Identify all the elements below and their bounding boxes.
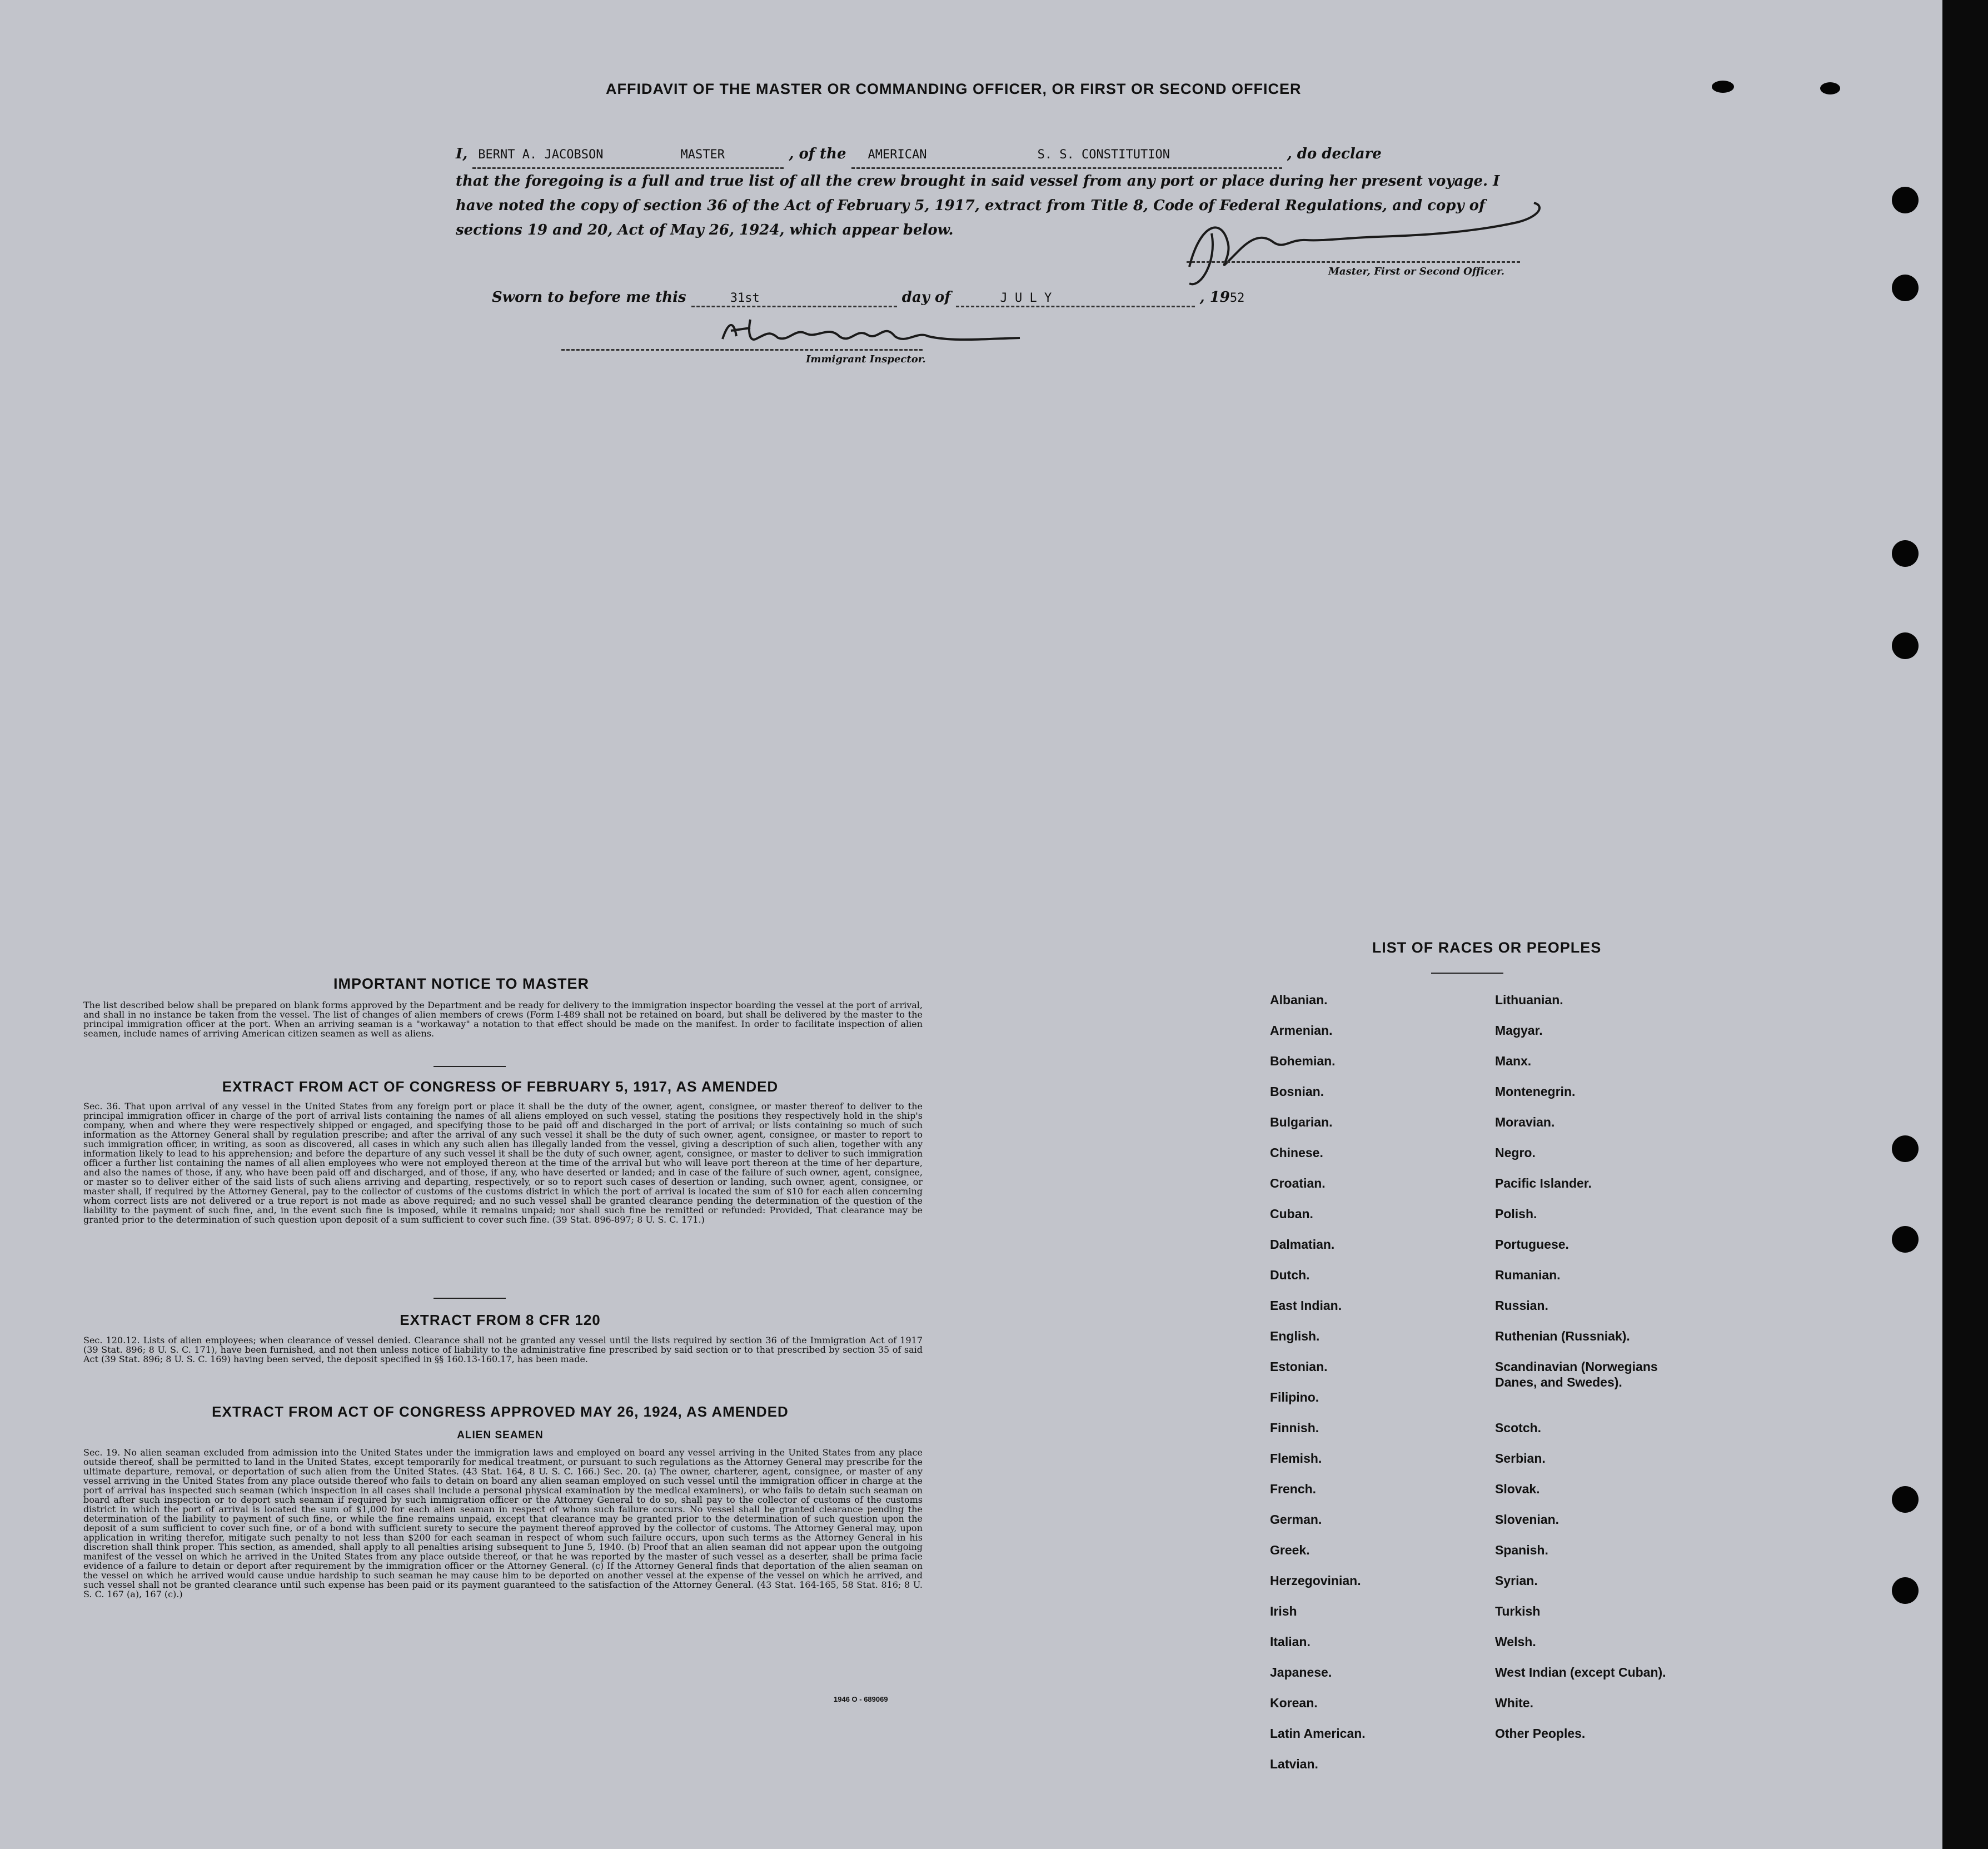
race-item: Magyar.	[1495, 1023, 1543, 1038]
race-item: French.	[1270, 1482, 1317, 1496]
race-item: Lithuanian.	[1495, 993, 1563, 1007]
race-item: Slovak.	[1495, 1482, 1540, 1496]
race-item: Syrian.	[1495, 1573, 1538, 1588]
race-item: English.	[1270, 1329, 1320, 1343]
race-item: White.	[1495, 1696, 1533, 1710]
race-item: Rumanian.	[1495, 1268, 1561, 1282]
race-item: East Indian.	[1270, 1298, 1342, 1313]
races-title: LIST OF RACES OR PEOPLES	[1372, 939, 1602, 956]
punch-hole	[1892, 632, 1919, 659]
race-item: Flemish.	[1270, 1451, 1322, 1466]
race-item: Montenegrin.	[1495, 1084, 1576, 1099]
signature-caption: Master, First or Second Officer.	[1328, 266, 1505, 277]
do-declare-label: , do declare	[1287, 146, 1382, 162]
ink-spot	[1820, 82, 1840, 94]
ink-spot	[1712, 81, 1734, 93]
extract-1917-text: Sec. 36. That upon arrival of any vessel in the United States from any foreign port or place it shall be the duty of the owner, agent, consignee, or master thereof to deliver to the principal immigration officer in charge of the port of arrival lists containing the names of all aliens employed on such vessel, stating the positions they respectively hold in the ship's company, when and where they were respectively shipped or engaged, and specifying those to be paid off and discharged in the port of arrival; or lists containing so much of such information as the Attorney General shall by regulation prescribe; and after the arrival of any such vessel it shall be the duty of such owner, agent, consignee, or master to report to such immigration officer, in writing, as soon as discovered, all cases in which any such alien has illegally landed from the vessel, giving a description of such alien, together with any information likely to lead to his apprehension; and before the departure of any such vessel it shall be the duty of such owner, agent, consignee, or master to deliver to such immigration officer a further list containing the names of all alien employees who were not employed thereon at the time of the arrival but who will leave port thereon at the time of her departure, and also the names of those, if any, who have been paid off and discharged, and of those, if any, who have deserted or landed; and in case of the failure of such owner, agent, consignee, or master so to deliver either of the said lists of such aliens arriving and departing, respectively, or so to report such cases of desertion or landing, such owner, agent, consignee, or master shall, if required by the Attorney General, pay to the collector of customs of the customs district in which the port of arrival is located the sum of $10 for each alien concerning whom correct lists are not delivered or a true report is not made as above required; and no such vessel shall be granted clearance pending the determination of the question of the liability to the payment of such fine, and, in the event such fine is imposed, while it remains unpaid; nor shall such fine be remitted or refunded: Provided, That clearance may be granted prior to the determination of such question upon deposit of a sum sufficient to cover such fine. (39 Stat. 896-897; 8 U. S. C. 171.)	[83, 1101, 923, 1225]
race-item: Spanish.	[1495, 1543, 1548, 1557]
race-item: Other Peoples.	[1495, 1726, 1586, 1741]
punch-hole	[1892, 187, 1919, 213]
race-item	[1495, 1389, 1806, 1420]
extract-1924-title: EXTRACT FROM ACT OF CONGRESS APPROVED MAY 26, 1924, AS AMENDED	[212, 1403, 789, 1420]
declaration-body: that the foregoing is a full and true list of all the crew brought in said vessel from any port or place during her present voyage. I have noted the copy of section 36 of the Act of February 5, 1917, extract from Title 8, Code of Federal Regulations, and copy of sections 19 and 20, Act of May 26, 1924, which appear below.	[456, 173, 1500, 238]
race-item: Slovenian.	[1495, 1512, 1559, 1527]
race-item: Latin American.	[1270, 1726, 1366, 1741]
race-item: Chinese.	[1270, 1145, 1323, 1160]
race-item: Pacific Islander.	[1495, 1176, 1592, 1190]
race-item: Greek.	[1270, 1543, 1310, 1557]
race-item: Welsh.	[1495, 1634, 1536, 1649]
race-item: Dalmatian.	[1270, 1237, 1335, 1252]
race-item: Moravian.	[1495, 1115, 1555, 1129]
race-item: Irish	[1270, 1604, 1297, 1618]
extract-cfr-text: Sec. 120.12. Lists of alien employees; when clearance of vessel denied. Clearance shall not be granted any vessel until the lists required by section 36 of the Immigration Act of 1917 (39 Stat. 896; 8 U. S. C. 171), have been furnished, and not then unless notice of liability to the administrative fine prescribed by said section or to that prescribed by section 35 of said Act (39 Stat. 896; 8 U. S. C. 169) having been served, the deposit specified in §§ 160.13-160.17, has been made.	[83, 1335, 923, 1364]
race-item: Scandinavian (Norwegians Danes, and Swedes).	[1495, 1359, 1658, 1389]
of-the-label: , of the	[789, 146, 846, 162]
race-item: Croatian.	[1270, 1176, 1326, 1190]
divider	[1431, 973, 1503, 974]
master-signature	[1178, 200, 1556, 295]
declarant-name: BERNT A. JACOBSON	[478, 148, 604, 162]
race-item: Negro.	[1495, 1145, 1536, 1160]
race-item: Japanese.	[1270, 1665, 1332, 1679]
signature-line	[1187, 261, 1520, 263]
race-item: Korean.	[1270, 1696, 1318, 1710]
race-item: Italian.	[1270, 1634, 1311, 1649]
vessel-name: S. S. CONSTITUTION	[1037, 148, 1170, 162]
affidavit-title: AFFIDAVIT OF THE MASTER OR COMMANDING OFFICER, OR FIRST OR SECOND OFFICER	[606, 81, 1302, 97]
races-right-column	[1495, 992, 1806, 1756]
race-item: Polish.	[1495, 1207, 1537, 1221]
notice-text: The list described below shall be prepared on blank forms approved by the Department and be ready for delivery to the immigration inspector boarding the vessel at the port of arrival, and shall in no instance be taken from the vessel. The list of changes of alien members of crews (Form I-489 shall not be retained on board, but shall be delivered by the master to the principal immigration officer at the port. When an arriving seaman is a "workaway" a notation to that effect should be made on the manifest. In order to facilitate inspection of alien seamen, include names of arriving American citizen seamen as well as aliens.	[83, 1000, 923, 1039]
divider	[434, 1066, 506, 1067]
race-item: Russian.	[1495, 1298, 1548, 1313]
race-item: Dutch.	[1270, 1268, 1310, 1282]
race-item: Estonian.	[1270, 1359, 1328, 1374]
declarant-rank: MASTER	[680, 148, 725, 162]
race-item: West Indian (except Cuban).	[1495, 1665, 1666, 1679]
races-left-column	[1270, 992, 1470, 1787]
day-of-label: day of	[901, 289, 951, 306]
divider	[434, 1298, 506, 1299]
year-suffix: 52	[1229, 291, 1245, 305]
race-item: Serbian.	[1495, 1451, 1546, 1466]
inspector-line	[561, 349, 923, 351]
sworn-label: Sworn to before me this	[492, 289, 686, 306]
race-item: Cuban.	[1270, 1207, 1313, 1221]
extract-1924-subtitle: ALIEN SEAMEN	[457, 1429, 544, 1441]
sworn-day: 31st	[730, 291, 760, 305]
race-item: Finnish.	[1270, 1421, 1319, 1435]
year-prefix: , 19	[1199, 289, 1230, 306]
nationality: AMERICAN	[868, 148, 927, 162]
race-item: Latvian.	[1270, 1757, 1318, 1771]
punch-hole	[1892, 1135, 1919, 1162]
race-item: Filipino.	[1270, 1390, 1319, 1404]
race-item: Manx.	[1495, 1054, 1532, 1068]
punch-hole	[1892, 1486, 1919, 1513]
race-item: Albanian.	[1270, 993, 1328, 1007]
punch-hole	[1892, 275, 1919, 301]
extract-1924-text: Sec. 19. No alien seaman excluded from admission into the United States under the immigration laws and employed on board any vessel arriving in the United States from any place outside thereof, shall be permitted to land in the United States, except temporarily for medical treatment, or pursuant to such regulations as the Attorney General may prescribe for the ultimate departure, removal, or deportation of such alien from the United States. (43 Stat. 164, 8 U. S. C. 166.) Sec. 20. (a) The owner, charterer, agent, consignee, or master of any vessel arriving in the United States from any place outside thereof who fails to detain on board any alien seaman employed on such vessel until the immigration officer in charge at the port of arrival has inspected such seaman (which inspection in all cases shall include a personal physical examination by the medical examiners), or who fails to detain such seaman on board after such inspection or to deport such seaman if required by such immigration officer or the Attorney General to do so, shall pay to the collector of customs of the customs district in which the port of arrival is located the sum of $1,000 for each alien seaman in respect of whom such failure occurs. No vessel shall be granted clearance pending the determination of the liability to payment of such fine, or while the fine remains unpaid, except that clearance may be granted prior to the determination of such question upon the deposit of a sum sufficient to cover such fine, or of a bond with sufficient surety to secure the payment thereof approved by the collector of customs. The Attorney General may, upon application in writing therefor, mitigate such penalty to not less than $200 for each seaman in respect of whom such failure occurs, upon such terms as the Attorney General in his discretion shall think proper. This section, as amended, shall apply to all penalties arising subsequent to June 5, 1940. (b) Proof that an alien seaman did not appear upon the outgoing manifest of the vessel on which he arrived in the United States from any place outside thereof, or that he was reported by the master of such vessel as a deserter, shall be prima facie evidence of a failure to detain or deport after requirement by the immigration officer or the Attorney General. (c) If the Attorney General finds that deportation of the alien seaman on the vessel on which he arrived would cause undue hardship to such seaman he may cause him to be deported on another vessel at the expense of the vessel on which he arrived, and such vessel shall not be granted clearance until such expense has been paid or its payment guaranteed to the satisfaction of the Attorney General. (43 Stat. 164-165, 58 Stat. 816; 8 U. S. C. 167 (a), 167 (c).)	[83, 1447, 923, 1599]
race-item: German.	[1270, 1512, 1322, 1527]
race-item: Armenian.	[1270, 1023, 1333, 1038]
inspector-caption: Immigrant Inspector.	[806, 353, 926, 365]
i-label: I,	[456, 146, 468, 162]
race-item: Turkish	[1495, 1604, 1541, 1618]
extract-cfr-title: EXTRACT FROM 8 CFR 120	[400, 1312, 601, 1328]
sworn-line	[492, 289, 1244, 307]
race-item: Bosnian.	[1270, 1084, 1324, 1099]
sworn-month: J U L Y	[1000, 291, 1052, 305]
extract-1917-title: EXTRACT FROM ACT OF CONGRESS OF FEBRUARY 5, 1917, AS AMENDED	[222, 1078, 779, 1095]
race-item: Scotch.	[1495, 1421, 1542, 1435]
race-item: Bulgarian.	[1270, 1115, 1333, 1129]
race-item: Portuguese.	[1495, 1237, 1569, 1252]
notice-title: IMPORTANT NOTICE TO MASTER	[333, 975, 589, 992]
race-item: Ruthenian (Russniak).	[1495, 1329, 1630, 1343]
print-code: 1946 O - 689069	[834, 1695, 888, 1703]
race-item: Herzegovinian.	[1270, 1573, 1361, 1588]
punch-hole	[1892, 540, 1919, 567]
punch-hole	[1892, 1226, 1919, 1253]
race-item: Bohemian.	[1270, 1054, 1336, 1068]
punch-hole	[1892, 1577, 1919, 1604]
